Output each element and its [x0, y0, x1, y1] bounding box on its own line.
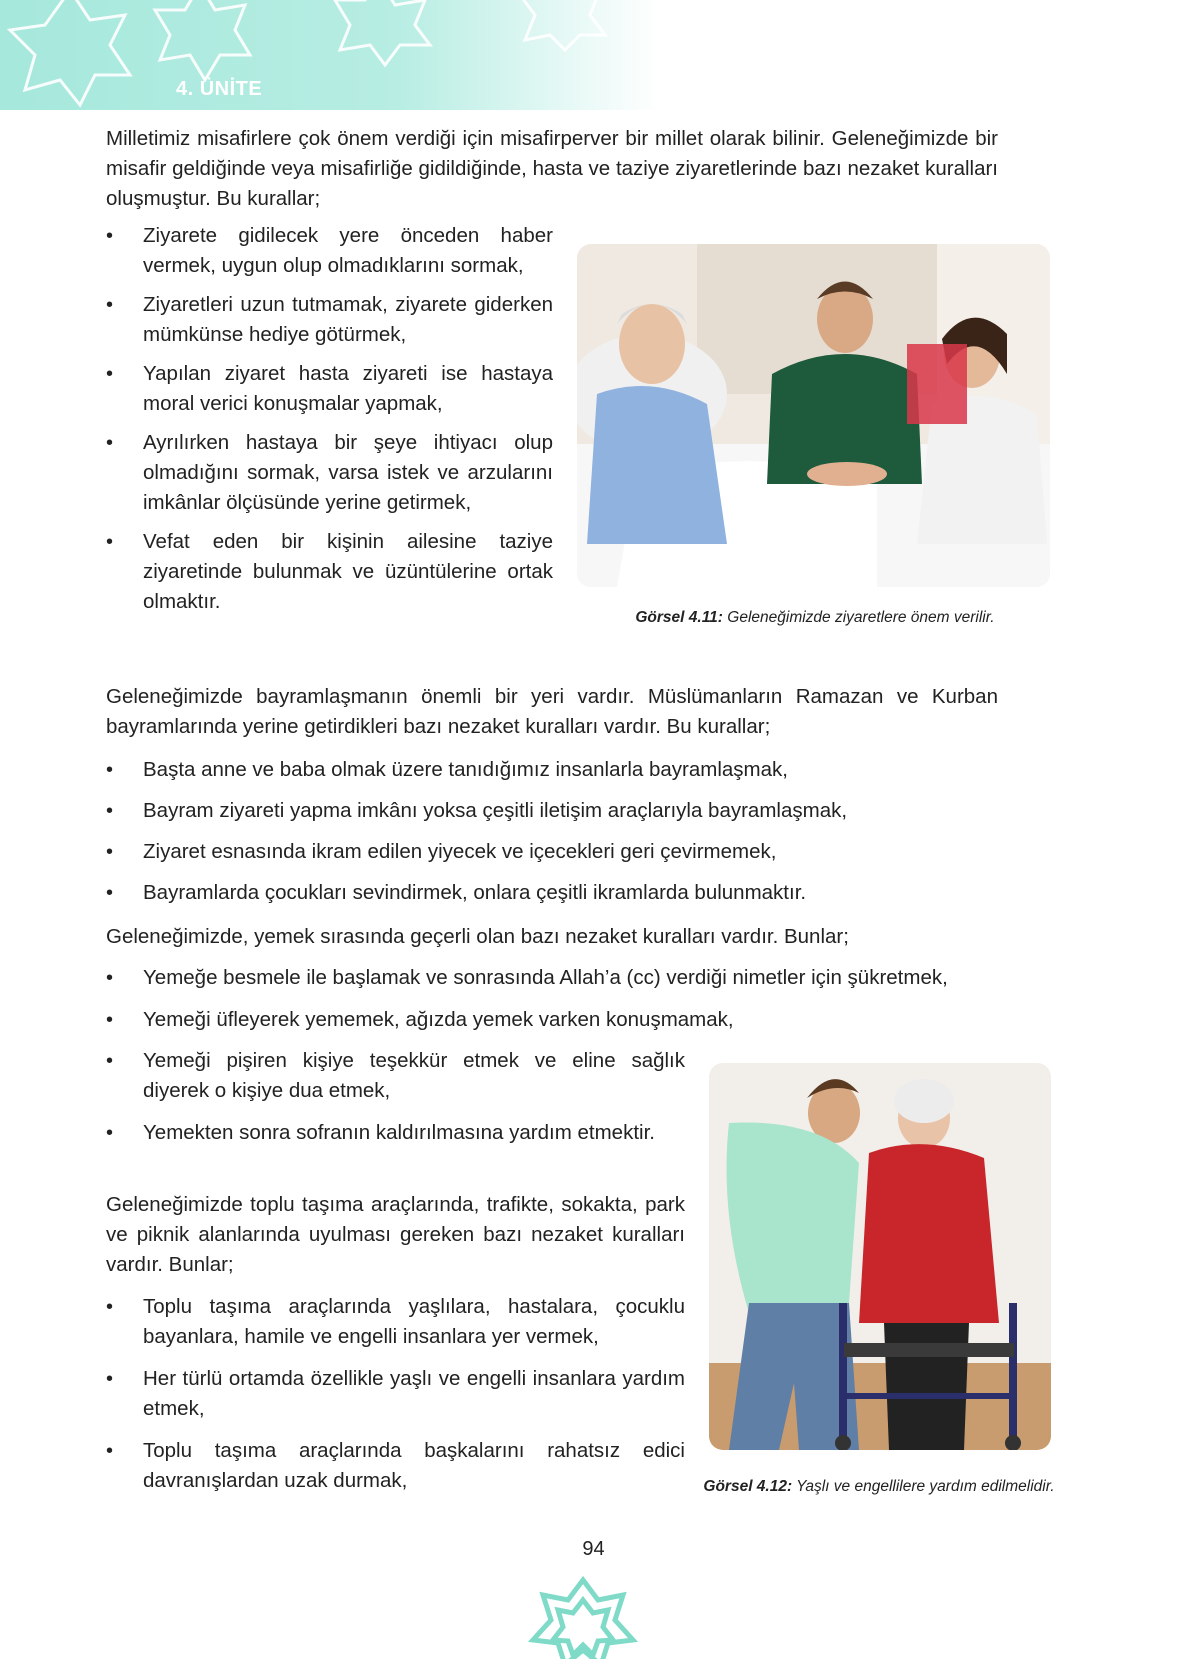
unit-title: 4. ÜNİTE: [176, 78, 263, 100]
list-item: • Ziyaret esnasında ikram edilen yiyecek ve içecekleri geri çevirmemek,: [106, 840, 777, 863]
star-ornament-icon: [503, 1575, 663, 1659]
visit-rules-list: [106, 221, 553, 617]
figure-text: Geleneğimizde ziyaretlere önem verilir.: [727, 609, 995, 626]
list-item: • Ziyarete gidilecek yere önceden haber vermek, uygun olup olmadıklarını sormak,: [106, 224, 553, 277]
list-item: • Yemekten sonra sofranın kaldırılmasına yardım etmektir.: [106, 1121, 655, 1144]
list-item: • Toplu taşıma araçlarında başkalarını rahatsız edici davranışlardan uzak durmak,: [106, 1439, 685, 1492]
list-item: • Ayrılırken hastaya bir şeye ihtiyacı olup olmadığını sormak, varsa istek ve arzularını imkânlar ölçüsünde yerine getirmek,: [106, 431, 553, 514]
page-number: 94: [582, 1538, 605, 1560]
figure-label: Görsel 4.11:: [635, 609, 723, 626]
list-item: • Bayramlarda çocukları sevindirmek, onlara çeşitli ikramlarda bulunmaktır.: [106, 881, 807, 904]
figure-label: Görsel 4.12:: [703, 1478, 793, 1495]
list-item: • Yemeğe besmele ile başlamak ve sonrasında Allah’a (cc) verdiği nimetler için şükretmek,: [106, 966, 948, 989]
list-item: • Vefat eden bir kişinin ailesine taziye ziyaretinde bulunmak ve üzüntülerine ortak olmaktır.: [106, 530, 553, 613]
bayram-intro-paragraph: Geleneğimizde bayramlaşmanın önemli bir yeri vardır. Müslümanların Ramazan ve Kurban bayramlarında yerine getirdikleri bazı nezaket kuralları vardır. Bu kurallar;: [106, 685, 998, 738]
star-pattern-ornament: [0, 0, 660, 110]
list-item: • Toplu taşıma araçlarında yaşlılara, hastalara, çocuklu bayanlara, hamile ve engelli insanlara yer vermek,: [106, 1295, 685, 1348]
list-item: • Başta anne ve baba olmak üzere tanıdığımız insanlarla bayramlaşmak,: [106, 758, 788, 781]
meal-rules-list: [106, 963, 1026, 1035]
hospital-visit-photo: [577, 244, 1050, 587]
list-item: • Ziyaretleri uzun tutmamak, ziyarete giderken mümkünse hediye götürmek,: [106, 293, 553, 346]
figure-text: Yaşlı ve engellilere yardım edilmelidir.: [796, 1478, 1055, 1495]
figure-caption-4-12: [703, 1477, 1055, 1497]
list-item: • Yemeği pişiren kişiye teşekkür etmek ve eline sağlık diyerek o kişiye dua etmek,: [106, 1049, 685, 1102]
transport-intro-paragraph: Geleneğimizde toplu taşıma araçlarında, trafikte, sokakta, park ve piknik alanlarında uyulması gereken bazı nezaket kuralları vardır. Bunlar;: [106, 1193, 685, 1276]
intro-paragraph: Milletimiz misafirlere çok önem verdiği için misafirperver bir millet olarak bilinir. Geleneğimizde bir misafir geldiğinde veya misafirliğe gidildiğinde, hasta ve taziye ziyaretlerinde bazı nezaket kuralları oluşmuştur. Bu kurallar;: [106, 127, 998, 210]
meal-rules-list-continued: [106, 1046, 685, 1148]
elderly-help-photo: [709, 1063, 1051, 1450]
transport-rules-list: [106, 1292, 685, 1496]
list-item: • Her türlü ortamda özellikle yaşlı ve engelli insanlara yardım etmek,: [106, 1367, 685, 1420]
list-item: • Yemeği üfleyerek yememek, ağızda yemek varken konuşmamak,: [106, 1008, 734, 1031]
figure-caption-4-11: [590, 608, 1040, 628]
unit-header-band: [0, 0, 660, 110]
list-item: • Bayram ziyareti yapma imkânı yoksa çeşitli iletişim araçlarıyla bayramlaşmak,: [106, 799, 848, 822]
bayram-rules-list: [106, 755, 998, 908]
meal-intro-paragraph: Geleneğimizde, yemek sırasında geçerli olan bazı nezaket kuralları vardır. Bunlar;: [106, 925, 849, 948]
list-item: • Yapılan ziyaret hasta ziyareti ise hastaya moral verici konuşmalar yapmak,: [106, 362, 553, 415]
